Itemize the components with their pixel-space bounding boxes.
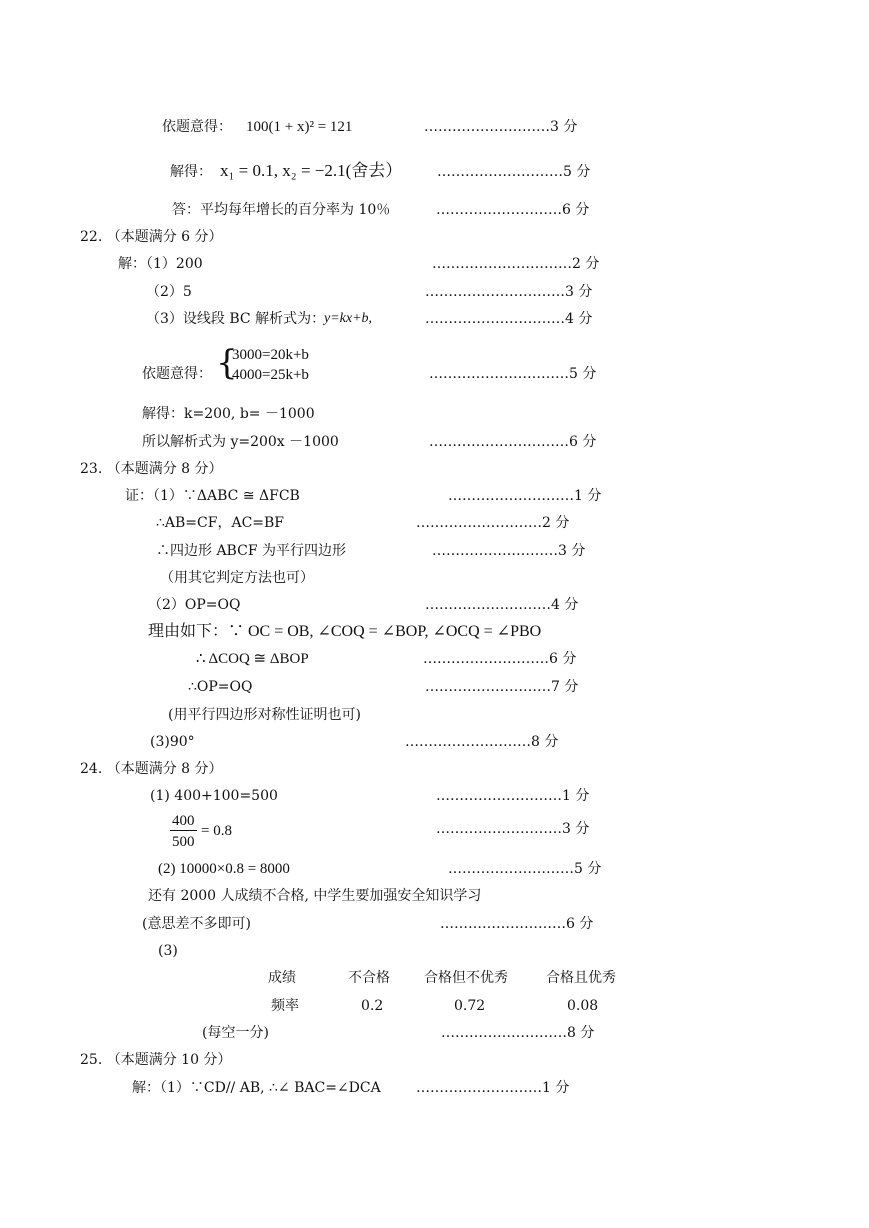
q22-system-eq2: 4000=25k+b (232, 367, 309, 383)
q22-result: 所以解析式为 y=200x －1000 (142, 434, 339, 450)
q22-part3: （3）设线段 BC 解析式为： (146, 311, 326, 327)
q21-solve-prefix: 解得： (170, 164, 212, 180)
q24-line1: (1) 400+100=500 (150, 788, 278, 804)
q23-header: 23. （本题满分 8 分） (80, 461, 223, 477)
q23-line3-score: ………………………3 分 (432, 543, 586, 559)
table-row-cell: 0.72 (454, 998, 486, 1014)
q24-fraction-denominator: 500 (172, 834, 195, 850)
q21-answer: 答：平均每年增长的百分率为 10％ (172, 202, 391, 218)
q22-system-prefix: 依题意得： (142, 366, 212, 382)
q23-line8-score: ………………………7 分 (425, 679, 579, 695)
q24-line6: (3) (158, 943, 178, 959)
q22-part2: （2）5 (146, 284, 192, 300)
q25-line1: 解：（1）∵CD// AB, ∴∠ BAC=∠DCA (132, 1080, 381, 1096)
q23-line5-score: ………………………4 分 (425, 597, 579, 613)
q24-fraction (170, 812, 197, 851)
q24-line3: (2) 10000×0.8 = 8000 (158, 861, 290, 877)
q23-line9: (用平行四边形对称性证明也可) (168, 707, 361, 723)
q23-line3: ∴四边形 ABCF 为平行四边形 (156, 543, 346, 559)
q23-line4: （用其它判定方法也可） (160, 570, 314, 586)
table-row-cell: 0.2 (361, 998, 384, 1014)
q24-line7-score: ………………………8 分 (441, 1025, 595, 1041)
q24-line1-score: ………………………1 分 (436, 788, 590, 804)
q22-part3-formula: y=kx+b, (324, 311, 373, 326)
q23-line10-score: ………………………8 分 (405, 734, 559, 750)
table-row-cell: 频率 (271, 998, 299, 1014)
table-header-cell: 合格且优秀 (546, 970, 616, 986)
q21-solve-score: ………………………5 分 (437, 164, 591, 180)
table-header-cell: 合格但不优秀 (424, 970, 508, 986)
q22-part2-score: …………………………3 分 (425, 284, 593, 300)
q23-line5: （2）OP=OQ (148, 597, 241, 613)
q22-part1: 解：（1）200 (118, 256, 203, 272)
q23-line2-score: ………………………2 分 (416, 515, 570, 531)
q23-line2: ∴AB=CF，AC=BF (156, 515, 285, 531)
q21-setup-prefix: 依题意得： (162, 119, 232, 135)
table-row-cell: 0.08 (567, 998, 599, 1014)
q24-fraction-score: ………………………3 分 (436, 821, 590, 837)
q24-line7: (每空一分) (202, 1025, 269, 1041)
table-header-cell: 成绩 (268, 970, 296, 986)
q21-setup-score: ………………………3 分 (424, 119, 578, 135)
q24-line4: 还有 2000 人成绩不合格, 中学生要加强安全知识学习 (148, 888, 482, 904)
q24-fraction-result: = 0.8 (201, 823, 232, 839)
q23-line6: 理由如下：∵ OC = OB, ∠COQ = ∠BOP, ∠OCQ = ∠PBO (148, 623, 542, 640)
q23-line8: ∴OP=OQ (188, 679, 253, 695)
q23-line10: (3)90° (150, 734, 195, 750)
q22-system-eq1: 3000=20k+b (232, 347, 309, 363)
q22-result-score: …………………………6 分 (429, 434, 597, 450)
q24-line5-score: ………………………6 分 (440, 916, 594, 932)
q25-header: 25. （本题满分 10 分） (80, 1052, 232, 1068)
q22-header: 22. （本题满分 6 分） (80, 229, 223, 245)
q24-line3-score: ………………………5 分 (448, 861, 602, 877)
q23-line7: ∴ ΔCOQ ≅ ΔBOP (196, 651, 309, 667)
left-brace-icon: { (216, 343, 238, 383)
q24-header: 24. （本题满分 8 分） (80, 761, 223, 777)
q22-part1-score: …………………………2 分 (432, 256, 600, 272)
q25-line1-score: ………………………1 分 (416, 1080, 570, 1096)
q23-line1: 证：（1）∵ΔABC ≅ ΔFCB (125, 488, 300, 504)
q21-answer-score: ………………………6 分 (436, 202, 590, 218)
q23-line1-score: ………………………1 分 (448, 488, 602, 504)
table-header-cell: 不合格 (348, 970, 390, 986)
q22-system-score: …………………………5 分 (429, 366, 597, 382)
q23-line7-score: ………………………6 分 (423, 651, 577, 667)
q24-line5: (意思差不多即可) (142, 916, 251, 932)
q21-setup-equation: 100(1 + x)² = 121 (246, 119, 353, 135)
q24-fraction-numerator: 400 (172, 813, 195, 829)
q21-solve-equation: x₁ = 0.1, x₂ = −2.1(舍去） (220, 161, 403, 180)
q22-solve: 解得：k=200, b= －1000 (142, 406, 315, 422)
q22-part3-score: …………………………4 分 (425, 311, 593, 327)
